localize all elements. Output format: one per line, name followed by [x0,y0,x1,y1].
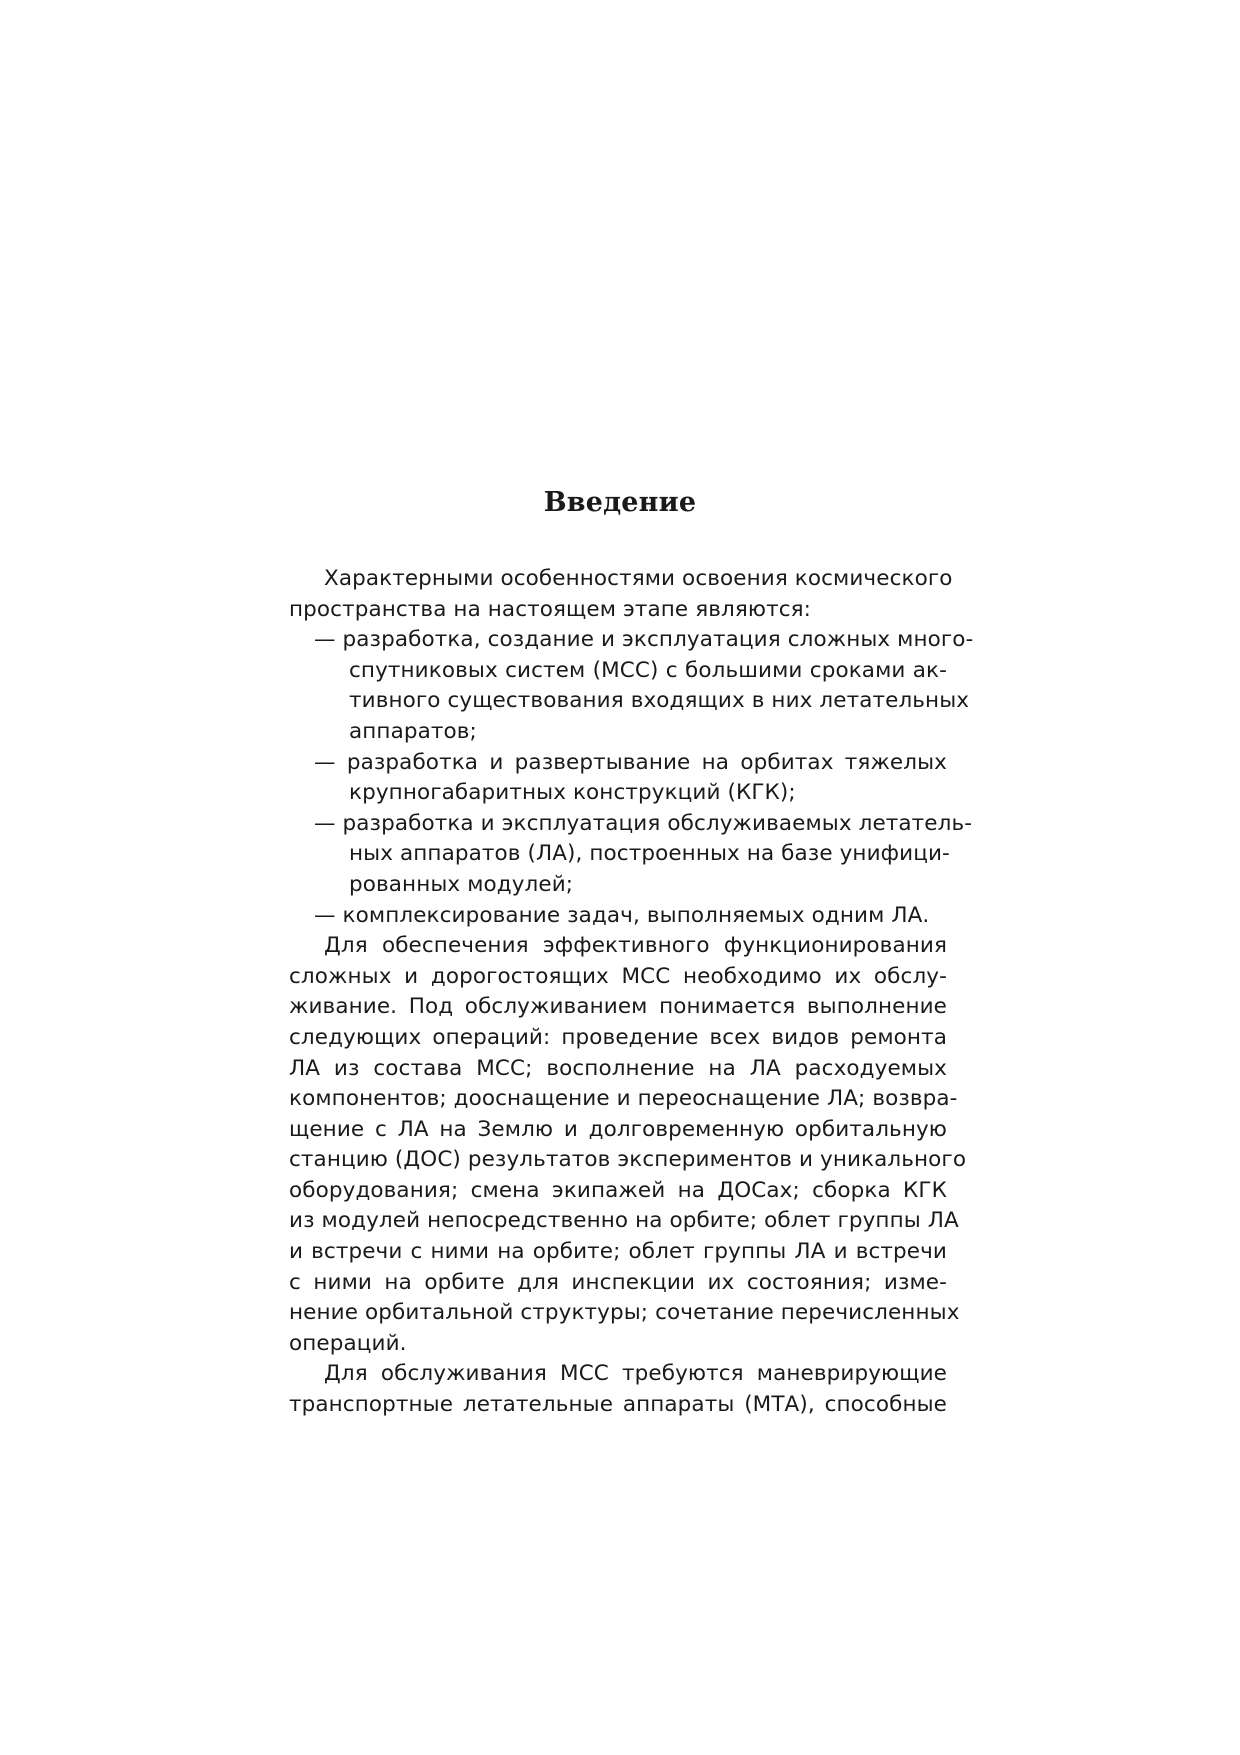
list-item-line: ных аппаратов (ЛА), построенных на базе унифици- [349,841,950,867]
list-item-line: рованных модулей; [349,871,574,897]
list-item [289,901,947,932]
list-item [289,809,973,901]
paragraph-line: нение орбитальной структуры; сочетание перечисленных [289,1300,960,1326]
list-item-line: — разработка и развертывание на орбитах тяжелых [314,749,947,775]
list-item-line: тивного существования входящих в них летательных [349,688,970,714]
list-item-line: — разработка, создание и эксплуатация сложных много- [314,627,974,653]
paragraph-line: из модулей непосредственно на орбите; облет группы ЛА [289,1208,959,1234]
paragraph-line: оборудования; смена экипажей на ДОСах; сборка КГК [289,1177,947,1203]
list-item-line: — комплексирование задач, выполняемых одним ЛА. [314,902,930,928]
body-text [289,564,974,1421]
intro-line: пространства на настоящем этапе являются: [289,596,811,622]
paragraph-line: Для обеспечения эффективного функционирования [324,933,947,959]
intro-line: Характерными особенностями освоения космического [324,566,953,591]
paragraph-line: и встречи с ними на орбите; облет группы ЛА и встречи [289,1239,947,1265]
paragraph-line: компонентов; дооснащение и переоснащение ЛА; возвра- [289,1086,958,1112]
paragraph-line: щение с ЛА на Землю и долговременную орбитальную [289,1116,947,1142]
list-item-line: крупногабаритных конструкций (КГК); [349,780,796,806]
list-item-line: аппаратов; [349,718,477,744]
list-item-line: спутниковых систем (МСС) с большими сроками ак- [349,657,947,683]
paragraph-line: транспортные летательные аппараты (МТА), способные [289,1392,947,1418]
paragraph-line: станцию (ДОС) результатов экспериментов и уникального [289,1147,967,1173]
list-item [289,625,974,747]
paragraph-line: живание. Под обслуживанием понимается выполнение [289,994,947,1020]
paragraph-line: Для обслуживания МСС требуются маневрирующие [324,1361,947,1387]
paragraph-line: ЛА из состава МСС; восполнение на ЛА расходуемых [289,1055,947,1081]
paragraph-line: следующих операций: проведение всех видов ремонта [289,1024,947,1050]
list-item [289,748,947,809]
page-title: Введение [543,487,697,518]
list-item-line: — разработка и эксплуатация обслуживаемых летатель- [314,810,973,836]
paragraph-line: с ними на орбите для инспекции их состояния; изме- [289,1269,947,1295]
paragraph-line: операций. [289,1330,407,1356]
paragraph-line: сложных и дорогостоящих МСС необходимо их обслу- [289,963,947,989]
